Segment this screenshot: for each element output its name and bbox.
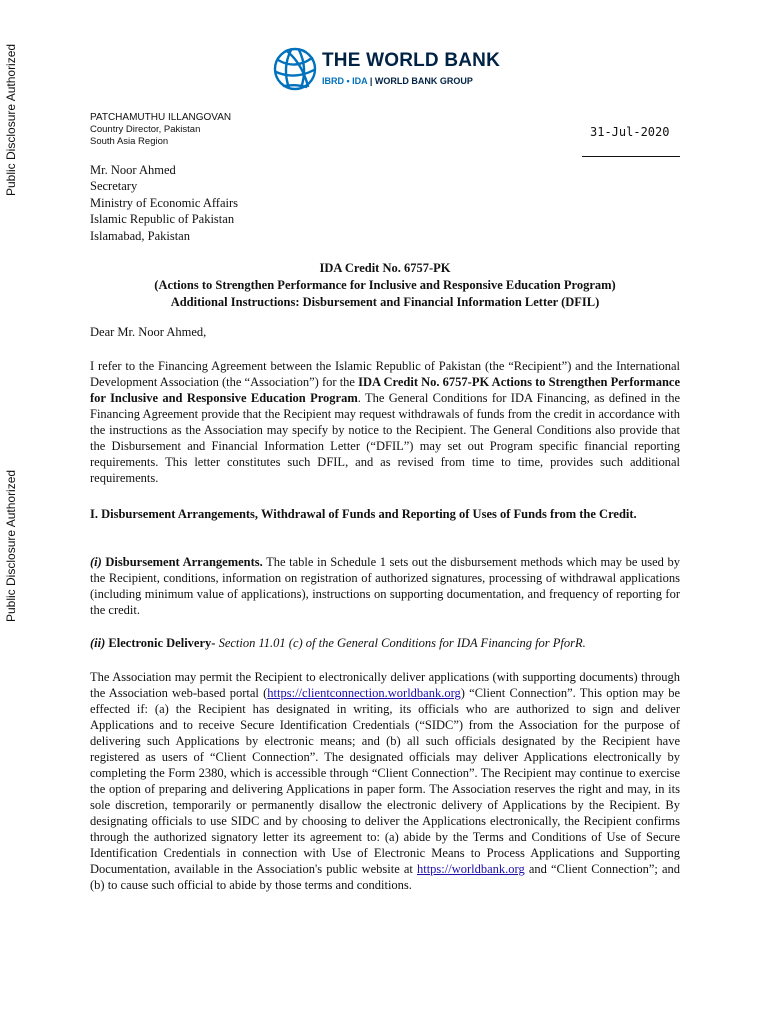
subject-program: (Actions to Strengthen Performance for Inclusive and Responsive Education Program): [154, 278, 616, 292]
disclosure-label-top: Public Disclosure Authorized: [4, 43, 18, 196]
world-bank-logo: [272, 46, 512, 96]
paragraph-intro: [90, 358, 680, 486]
subject-dfil: Additional Instructions: Disbursement and Financial Information Letter (DFIL): [170, 295, 600, 309]
electronic-delivery-reference: Section 11.01 (c) of the General Conditions for IDA Financing for PforR.: [215, 636, 586, 650]
intro-text-2: . The General Conditions for IDA Financing, as defined in the Financing Agreement provide that the Recipient may request withdrawals of funds from the credit in accordance with the instructions as the Association may specify by notice to the Recipient. The General Conditions also provide that the Disbursement and Financial Information Letter (“DFIL”) may set out Program specific financial reporting requirements. This letter constitutes such DFIL, and as revised from time to time, provides such additional requirements.: [90, 391, 680, 485]
sender-region: South Asia Region: [90, 136, 169, 147]
salutation: Dear Mr. Noor Ahmed,: [90, 325, 207, 339]
subject-credit: IDA Credit No. 6757-PK: [319, 261, 451, 275]
letter-date: 31-Jul-2020: [590, 125, 670, 139]
addressee-title: Secretary: [90, 179, 138, 194]
addressee-country: Islamic Republic of Pakistan: [90, 212, 235, 227]
logo-group: WORLD BANK GROUP: [374, 76, 473, 86]
addressee-ministry: Ministry of Economic Affairs: [90, 195, 239, 210]
disclosure-label-middle: Public Disclosure Authorized: [4, 469, 18, 622]
sender-title: Country Director, Pakistan: [90, 124, 201, 135]
paragraph-electronic-delivery: [90, 669, 680, 893]
section-1-heading: I. Disbursement Arrangements, Withdrawal of Funds and Reporting of Uses of Funds from the Credit.: [90, 507, 637, 521]
logo-ibrd-ida: IBRD • IDA: [322, 76, 368, 86]
para-number-ii: (ii): [90, 636, 106, 650]
para-number-i: (i): [90, 555, 102, 569]
addressee-block: [90, 162, 238, 244]
date-underline: [582, 156, 680, 157]
intro-text-1: I refer to the Financing Agreement between the Islamic Republic of Pakistan (the “Recipient”) and the International Development Association (the “Association”) for the: [90, 359, 680, 389]
logo-separator: |: [369, 76, 373, 86]
electronic-text-3: and “Client Connection”; and (b) to cause such official to abide by those terms and conditions.: [90, 862, 680, 892]
subject-block: [90, 260, 680, 311]
logo-title: THE WORLD BANK: [322, 50, 501, 71]
electronic-text-2: ) “Client Connection”. This option may be effected if: (a) the Recipient has designated in writing, its officials who are authorized to sign and deliver Applications and to receive Secure Identification Credentials (“SIDC”) from the Association for the purpose of delivering such Applications by electronic means; and (b) all such officials designated by the Recipient have registered as users of “Client Connection”. The designated officials may deliver Applications electronically by completing the Form 2380, which is accessible through “Client Connection”. The Recipient may continue to exercise the option of preparing and delivering Applications in paper form. The Association reserves the right and may, in its sole discretion, temporarily or permanently disallow the electronic delivery of Applications by the Recipient. By designating officials to use SIDC and by choosing to deliver the Applications electronically, the Recipient confirms through the authorized signatory letter its agreement to: (a) abide by the Terms and Conditions of Use of Secure Identification Credentials in connection with Use of Electronic Means to Process Applications and Supporting Documentation, available in the Association's public website at: [90, 686, 680, 876]
paragraph-disbursement: [90, 554, 680, 618]
intro-credit-name: IDA Credit No. 6757-PK Actions to Strengthen Performance for Inclusive and Responsive Education Program: [90, 375, 681, 405]
paragraph-electronic-heading: [90, 635, 680, 651]
electronic-text-1: The Association may permit the Recipient to electronically deliver applications (with supporting documents) through the Association web-based portal (: [90, 670, 680, 700]
sender-block: [90, 112, 231, 148]
logo-subtitle: [322, 76, 473, 86]
sender-name: PATCHAMUTHU ILLANGOVAN: [90, 112, 232, 123]
disbursement-text: The table in Schedule 1 sets out the disbursement methods which may be used by the Recipient, conditions, information on registration of authorized signatures, processing of withdrawal applications (including minimum value of applications), instructions on supporting documentation, and frequency of reporting for the credit.: [90, 555, 680, 617]
client-connection-link[interactable]: https://clientconnection.worldbank.org: [267, 686, 461, 700]
electronic-delivery-heading: Electronic Delivery-: [105, 636, 216, 650]
disbursement-heading: Disbursement Arrangements.: [101, 555, 263, 569]
addressee-city: Islamabad, Pakistan: [90, 228, 190, 243]
globe-icon: [272, 46, 318, 92]
addressee-name: Mr. Noor Ahmed: [90, 163, 176, 177]
worldbank-link[interactable]: https://worldbank.org: [416, 862, 525, 876]
